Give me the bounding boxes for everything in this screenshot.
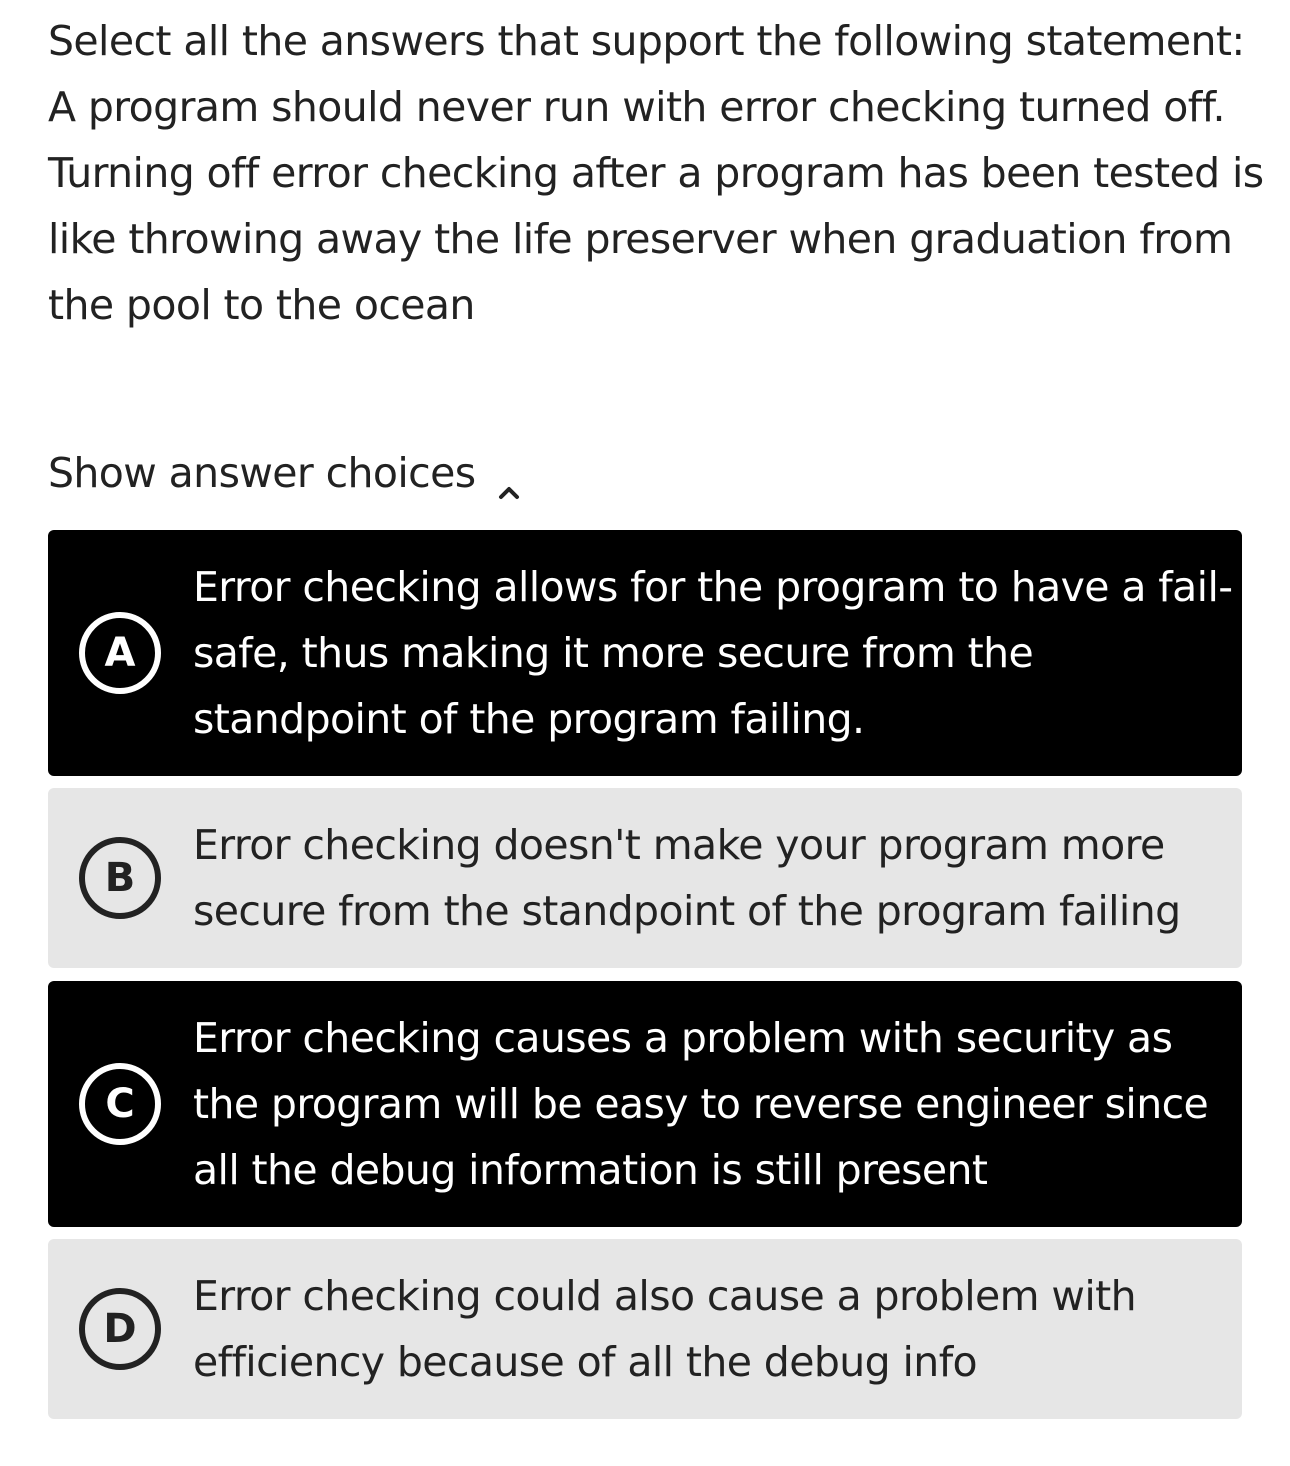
question-line: Select all the answers that support the following statement:	[48, 17, 1245, 65]
answer-choice-d[interactable]	[48, 1239, 1242, 1419]
answer-choice-b[interactable]	[48, 788, 1242, 968]
choice-text-line: standpoint of the program failing.	[193, 695, 865, 743]
choice-text-line: all the debug information is still present	[193, 1146, 988, 1194]
choice-text-line: efficiency because of all the debug info	[193, 1338, 978, 1386]
question-line: A program should never run with error checking turned off.	[48, 83, 1225, 131]
answer-choice-a[interactable]	[48, 530, 1242, 776]
choice-text-d	[193, 1263, 1223, 1395]
choice-text-b	[193, 812, 1223, 944]
choice-text-c	[193, 1005, 1223, 1203]
question-line: Turning off error checking after a program has been tested is	[48, 149, 1264, 197]
question-line: the pool to the ocean	[48, 281, 475, 329]
choice-text-line: Error checking could also cause a problem with	[193, 1272, 1136, 1320]
choice-letter-badge-b: B	[79, 837, 161, 919]
chevron-up-icon	[498, 466, 520, 488]
answer-choice-c[interactable]	[48, 981, 1242, 1227]
choice-letter-badge-a: A	[79, 612, 161, 694]
choice-text-line: the program will be easy to reverse engineer since	[193, 1080, 1209, 1128]
show-answer-choices-toggle[interactable]	[48, 440, 520, 506]
choice-text-line: secure from the standpoint of the program failing	[193, 887, 1181, 935]
choice-text-a	[193, 554, 1233, 752]
choice-letter-badge-d: D	[79, 1288, 161, 1370]
question-text	[48, 8, 1264, 338]
question-line: like throwing away the life preserver when graduation from	[48, 215, 1233, 263]
choice-text-line: Error checking causes a problem with security as	[193, 1014, 1173, 1062]
show-answer-choices-label: Show answer choices	[48, 449, 476, 497]
choice-text-line: Error checking allows for the program to have a fail-	[193, 563, 1233, 611]
answer-choices-list	[48, 530, 1242, 1419]
choice-text-line: Error checking doesn't make your program more	[193, 821, 1165, 869]
choice-letter-badge-c: C	[79, 1063, 161, 1145]
choice-text-line: safe, thus making it more secure from the	[193, 629, 1034, 677]
